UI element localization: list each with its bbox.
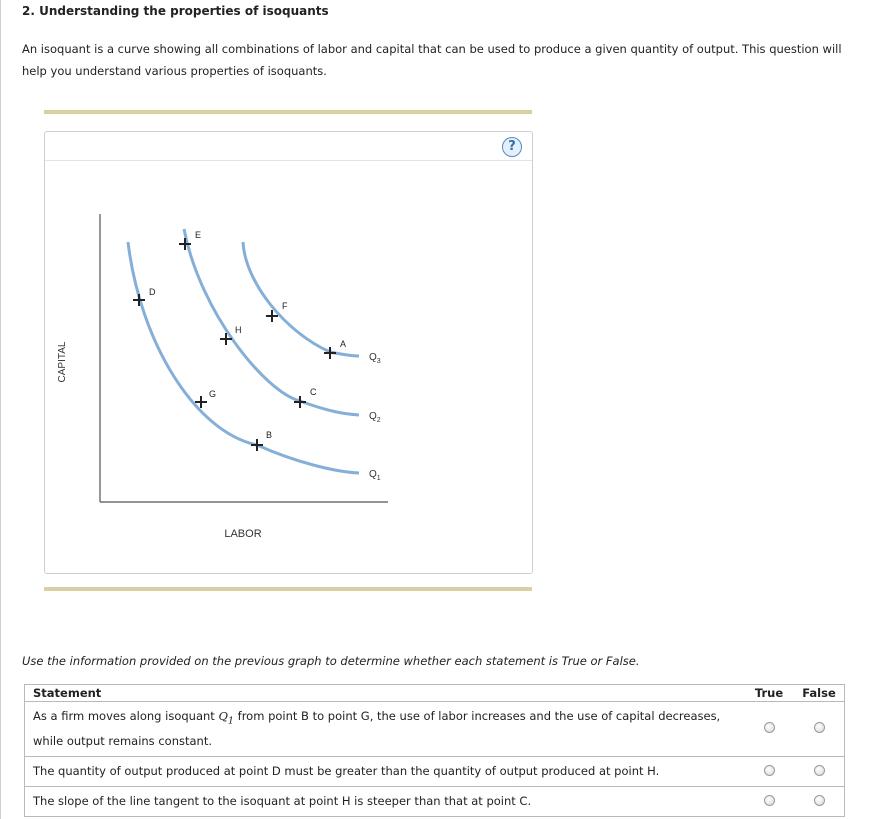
- point-e: [179, 230, 201, 250]
- y-axis-label: CAPITAL: [57, 341, 68, 383]
- x-axis-label: LABOR: [224, 528, 262, 540]
- svg-text:B: B: [266, 430, 273, 440]
- isoquant-q2-label: [369, 411, 381, 424]
- false-radio-2[interactable]: [814, 765, 825, 776]
- statement-header: Statement: [25, 685, 745, 702]
- svg-text:A: A: [340, 339, 347, 349]
- true-radio-2[interactable]: [764, 765, 775, 776]
- svg-text:F: F: [282, 301, 288, 311]
- false-header: False: [794, 685, 845, 702]
- true-radio-1[interactable]: [764, 722, 775, 733]
- point-g: [195, 389, 216, 408]
- true-false-table: [24, 684, 845, 817]
- instructions: Use the information provided on the previous graph to determine whether each statement is True or False.: [22, 654, 640, 668]
- isoquant-graph: [45, 132, 532, 573]
- help-button[interactable]: ?: [502, 137, 522, 157]
- statement-1: As a firm moves along isoquant $Q_1$ from point B to point G, the use of labor increases and the use of capital decreases, while output remains constant.: [25, 702, 745, 757]
- table-row: [25, 787, 845, 817]
- svg-text:C: C: [310, 387, 317, 397]
- svg-text:Q2: $Q_2$: [369, 411, 381, 424]
- isoquant-q3-label: [369, 352, 381, 365]
- svg-text:Q1: $Q_1$: [369, 469, 381, 482]
- table-row: [25, 702, 845, 757]
- svg-text:D: D: [149, 287, 156, 297]
- statement-3: The slope of the line tangent to the isoquant at point H is steeper than that at point C.: [25, 787, 745, 817]
- table-header-row: [25, 685, 845, 702]
- graph-top-band: [44, 110, 532, 114]
- left-border: [0, 0, 1, 819]
- svg-text:G: G: [209, 389, 217, 399]
- graph-panel: [44, 131, 533, 574]
- isoquant-q1-label: [369, 469, 381, 482]
- point-a: [324, 339, 346, 359]
- table-row: [25, 757, 845, 787]
- isoquant-q1-curve: [128, 242, 359, 473]
- statement-2: The quantity of output produced at point D must be greater than the quantity of output produced at point H.: [25, 757, 745, 787]
- question-title: 2. Understanding the properties of isoquants: [22, 4, 329, 18]
- svg-text:H: H: [235, 325, 242, 335]
- graph-bottom-band: [44, 587, 532, 591]
- svg-text:E: E: [195, 230, 202, 240]
- false-radio-1[interactable]: [814, 722, 825, 733]
- q1-variable: $Q_1$: [218, 709, 234, 727]
- true-radio-3[interactable]: [764, 795, 775, 806]
- svg-text:Q3: $Q_3$: [369, 352, 381, 365]
- question-intro: An isoquant is a curve showing all combinations of labor and capital that can be used to produce a given quantity of output. This question will help you understand various properties of isoquants.: [22, 42, 842, 78]
- true-header: True: [744, 685, 794, 702]
- false-radio-3[interactable]: [814, 795, 825, 806]
